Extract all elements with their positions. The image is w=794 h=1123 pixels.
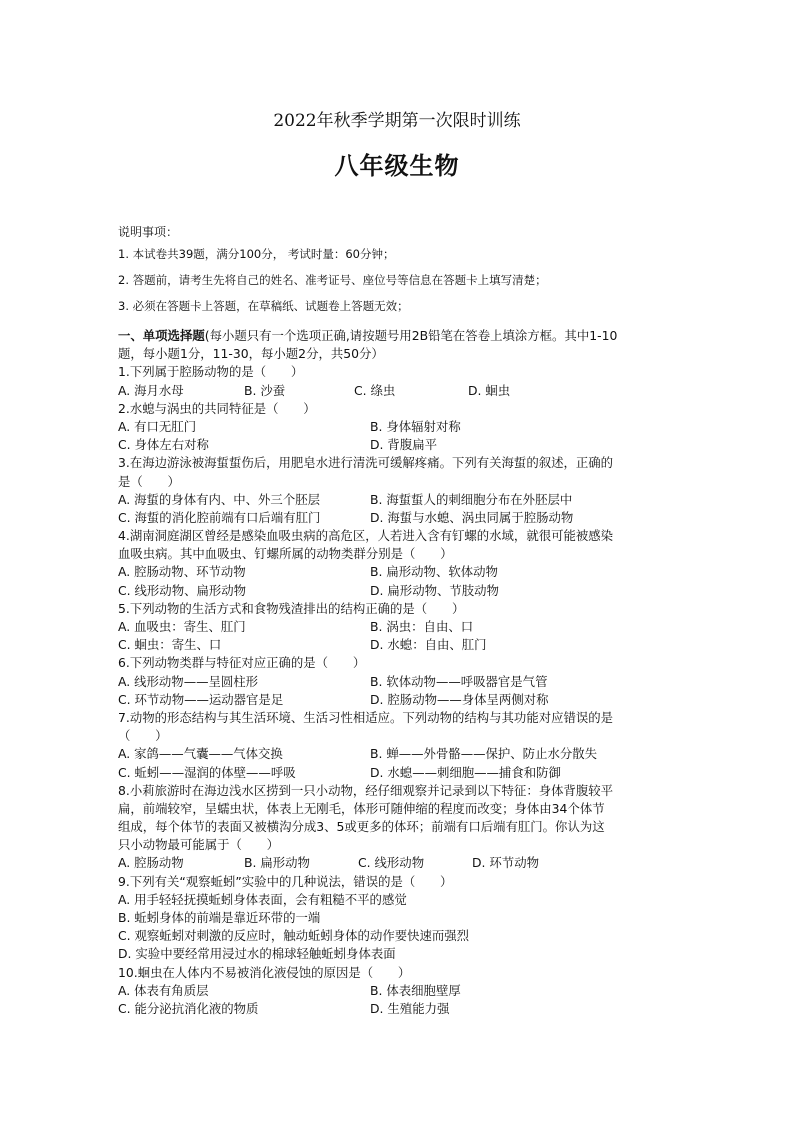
exam-title: 2022年秋季学期第一次限时训练 [273, 111, 521, 131]
option-b: B. 体表细胞壁厚 [370, 982, 461, 998]
option-row [118, 691, 688, 709]
option-c: C. 海蜇的消化腔前端有口后端有肛门 [118, 509, 321, 525]
option-a: A. 腔肠动物 [118, 855, 184, 871]
question-stem: 10.蛔虫在人体内不易被消化液侵蚀的原因是（ ） [118, 964, 411, 980]
option-row [118, 1000, 688, 1018]
option-b: B. 沙蚕 [244, 382, 286, 398]
option-d: D. 扁形动物、节肢动物 [370, 582, 499, 598]
section-desc: (每小题只有一个选项正确,请按题号用2B铅笔在答卷上填涂方框。其中1-10 [204, 328, 618, 343]
question-stem-cont: （ ） [118, 728, 168, 744]
option-d: D. 生殖能力强 [370, 1000, 450, 1016]
option-d: D. 环节动物 [472, 855, 539, 871]
question-stem: 3.在海边游泳被海蜇蜇伤后，用肥皂水进行清洗可缓解疼痛。下列有关海蜇的叙述，正确的 [118, 455, 614, 471]
option-a: A. 腔肠动物、环节动物 [118, 564, 246, 580]
option-c: C. 线形动物 [358, 855, 425, 871]
option-d: D. 水螅——刺细胞——捕食和防御 [370, 764, 561, 780]
option-c: C. 观察蚯蚓对刺激的反应时，触动蚯蚓身体的动作要快速而强烈 [118, 928, 470, 944]
question-stem: 8.小莉旅游时在海边浅水区捞到一只小动物，经仔细观察并记录到以下特征：身体背腹较平 [118, 782, 614, 798]
option-row [118, 854, 688, 872]
option-d: D. 水螅：自由、肛门 [370, 637, 487, 653]
option-a: A. 用手轻轻抚摸蚯蚓身体表面，会有粗糙不平的感觉 [118, 891, 407, 907]
option-b: B. 身体辐射对称 [370, 418, 461, 434]
question-stem: 7.动物的形态结构与其生活环境、生活习性相适应。下列动物的结构与其功能对应错误的是 [118, 709, 614, 725]
option-row [118, 764, 688, 782]
option-b: B. 海蜇蜇人的刺细胞分布在外胚层中 [370, 491, 573, 507]
exam-subject: 八年级生物 [334, 152, 460, 180]
section-desc-cont: 题，每小题1分，11-30，每小题2分，共50分） [118, 346, 384, 362]
option-row [118, 382, 688, 400]
option-d: D. 实验中要经常用浸过水的棉球轻触蚯蚓身体表面 [118, 946, 396, 962]
option-c: C. 环节动物——运动器官是足 [118, 691, 284, 707]
instruction-item: 2. 答题前，请考生先将自己的姓名、准考证号、座位号等信息在答题卡上填写清楚； [118, 273, 547, 287]
option-row [118, 509, 688, 527]
question-section [118, 327, 688, 1018]
option-row [118, 491, 688, 509]
option-a: A. 线形动物——呈圆柱形 [118, 673, 259, 689]
option-row [118, 982, 688, 1000]
option-b: B. 涡虫：自由、口 [370, 619, 474, 634]
option-a: A. 海蜇的身体有内、中、外三个胚层 [118, 491, 320, 507]
instructions-heading: 说明事项： [118, 225, 179, 239]
option-c: C. 绦虫 [354, 382, 396, 398]
option-a: A. 海月水母 [118, 382, 184, 398]
option-row [118, 618, 688, 636]
option-b: B. 软体动物——呼吸器官是气管 [370, 673, 548, 689]
section-header [118, 327, 688, 345]
option-c: C. 身体左右对称 [118, 437, 209, 453]
option-c: C. 线形动物、扁形动物 [118, 582, 247, 598]
option-a: A. 血吸虫：寄生、肛门 [118, 619, 246, 634]
option-b: B. 扁形动物 [244, 855, 310, 871]
option-a: A. 有口无肛门 [118, 418, 197, 434]
option-d: D. 海蜇与水螅、涡虫同属于腔肠动物 [370, 509, 574, 525]
option-c: C. 蛔虫：寄生、口 [118, 637, 222, 653]
option-row [118, 673, 688, 691]
question-stem: 1.下列属于腔肠动物的是（ ） [118, 364, 304, 380]
question-stem-cont: 扁，前端较窄，呈蠕虫状，体表上无刚毛，体形可随伸缩的程度而改变；身体由34个体节 [118, 800, 605, 816]
question-stem: 6.下列动物类群与特征对应正确的是（ ） [118, 655, 366, 671]
instruction-item: 3. 必须在答题卡上答题，在草稿纸、试题卷上答题无效； [118, 299, 409, 313]
question-stem: 2.水螅与涡虫的共同特征是（ ） [118, 400, 316, 416]
option-row [118, 582, 688, 600]
question-stem: 9.下列有关“观察蚯蚓”实验中的几种说法，错误的是（ ） [118, 873, 453, 889]
option-c: C. 蚯蚓——湿润的体壁——呼吸 [118, 764, 296, 780]
question-stem: 4.湖南洞庭湖区曾经是感染血吸虫病的高危区，人若进入含有钉螺的水域，就很可能被感染 [118, 528, 614, 544]
option-b: B. 蚯蚓身体的前端是靠近环带的一端 [118, 910, 321, 925]
option-row [118, 636, 688, 654]
option-a: A. 体表有角质层 [118, 982, 209, 998]
question-stem-cont: 是（ ） [118, 473, 180, 489]
option-row [118, 436, 688, 454]
instruction-item: 1. 本试卷共39题，满分100分， 考试时量：60分钟； [118, 247, 395, 261]
option-d: D. 蛔虫 [468, 382, 511, 398]
option-c: C. 能分泌抗消化液的物质 [118, 1000, 259, 1016]
option-d: D. 背腹扁平 [370, 437, 437, 453]
option-d: D. 腔肠动物——身体呈两侧对称 [370, 691, 549, 707]
option-b: B. 扁形动物、软体动物 [370, 564, 498, 580]
instructions [118, 222, 698, 322]
option-a: A. 家鸽——气囊——气体交换 [118, 746, 283, 762]
question-stem: 5.下列动物的生活方式和食物残渣排出的结构正确的是（ ） [118, 600, 465, 616]
option-b: B. 蝉——外骨骼——保护、防止水分散失 [370, 746, 598, 762]
question-stem-cont: 只小动物最可能属于（ ） [118, 837, 280, 853]
question-stem-cont: 组成，每个体节的表面又被横沟分成3、5或更多的体环；前端有口后端有肛门。你认为这 [118, 819, 605, 835]
section-title: 一、单项选择题 [118, 328, 205, 343]
option-row [118, 418, 688, 436]
option-row [118, 745, 688, 763]
question-stem-cont: 血吸虫病。其中血吸虫、钉螺所属的动物类群分别是（ ） [118, 546, 453, 562]
option-row [118, 563, 688, 581]
